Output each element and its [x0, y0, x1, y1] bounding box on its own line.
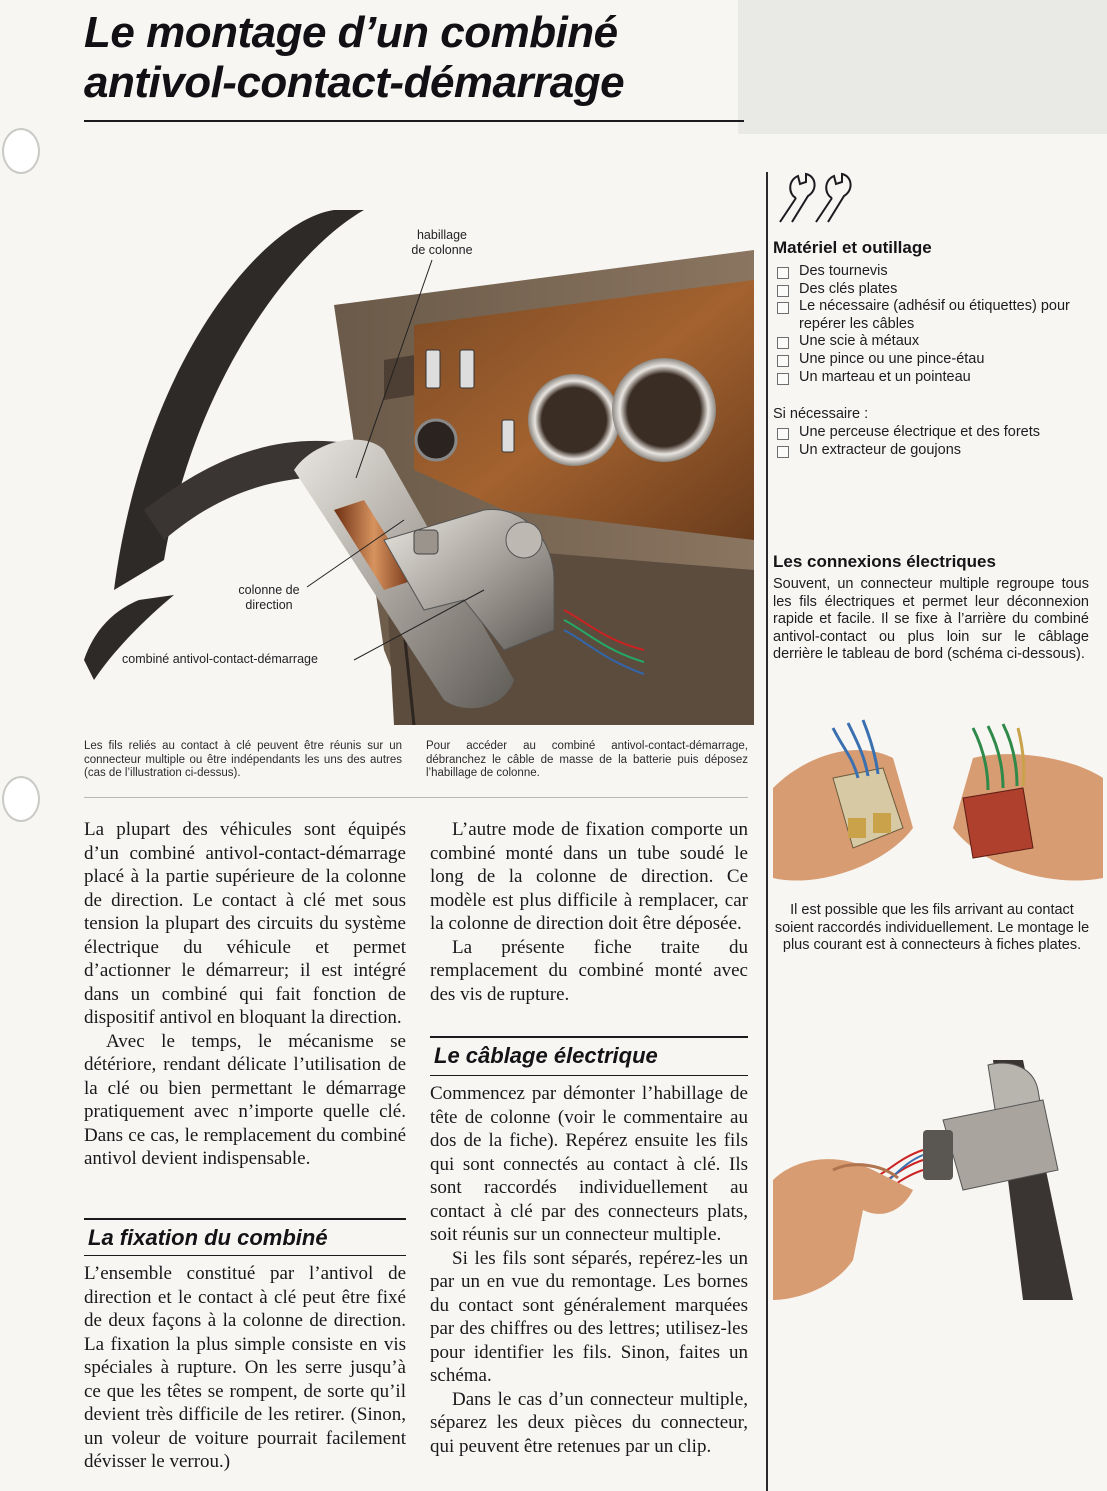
column-2-bottom [430, 1082, 748, 1458]
materiel-item-label: Des clés plates [799, 280, 898, 297]
materiel-item [773, 281, 1103, 299]
materiel-item [773, 351, 1103, 369]
materiel-item [773, 369, 1103, 387]
caption-rule [84, 797, 748, 798]
title-rule [84, 120, 744, 122]
heading-fixation: La fixation du combiné [88, 1225, 328, 1250]
connexions-heading: Les connexions électriques [773, 552, 996, 571]
col1-paragraph-2: Avec le temps, le mécanisme se détériore, rendant délicate l’utilisation de la clé ou bien permettant le démarrage pratiquement avec n’importe quelle clé. Dans ce cas, le remplacement du combiné antivol devient indispensable. [84, 1030, 406, 1169]
col2-paragraph-2: La présente fiche traite du remplacement du combiné monté avec des vis de rupture. [430, 936, 748, 1005]
materiel-item [773, 333, 1103, 351]
column-2 [430, 818, 748, 1006]
label-habillage [402, 228, 482, 258]
materiel-item-label: Un marteau et un pointeau [799, 368, 971, 385]
column-1-bottom [84, 1262, 406, 1474]
checkbox-icon [777, 355, 789, 367]
materiel-heading: Matériel et outillage [773, 238, 932, 257]
wrench-icon [770, 170, 860, 230]
heading-fixation-underline [84, 1255, 406, 1256]
optional-item-label: Un extracteur de goujons [799, 441, 962, 458]
col2-paragraph-5: Dans le cas d’un connecteur multiple, séparez les deux pièces du connecteur, qui peuvent être retenues par un clip. [430, 1388, 748, 1457]
materiel-item-label: Le nécessaire (adhésif ou étiquettes) pour repérer les câbles [799, 298, 1070, 332]
caption-left: Les fils reliés au contact à clé peuvent être réunis sur un connecteur multiple ou être indépendants les uns des autres (cas de l’illustration ci-dessus). [84, 740, 402, 779]
steering-column-illustration [84, 210, 754, 725]
hand-wiring-illustration [773, 1060, 1103, 1300]
optional-item [773, 442, 1103, 460]
optional-list [773, 424, 1103, 459]
materiel-item-label: Des tournevis [799, 263, 888, 279]
column-divider [766, 172, 768, 1491]
section-rule-fixation [84, 1218, 406, 1220]
checkbox-icon [777, 302, 789, 314]
page-title [84, 8, 744, 108]
binder-hole-bottom [2, 776, 40, 822]
label-habillage-line2: de colonne [411, 243, 473, 257]
checkbox-icon [777, 428, 789, 440]
optional-item [773, 424, 1103, 442]
optional-item-label: Une perceuse électrique et des forets [799, 424, 1040, 440]
label-combine: combiné antivol-contact-démarrage [122, 652, 318, 666]
col1-paragraph-1: La plupart des véhicules sont équipés d’un combiné antivol-contact-démarrage placé à la partie supérieure de la colonne de direction. Le contact à clé met sous tension la plupart des circuits du système électrique du véhicule et permet d’actionner le démarreur; il est intégré dans un combiné qui fait fonction de dispositif antivol en bloquant la direction. [84, 819, 406, 1028]
dashboard-drawing [84, 210, 754, 725]
binder-hole-top [2, 128, 40, 174]
col2-paragraph-4: Si les fils sont séparés, repérez-les un par un en vue du remontage. Les bornes du contact sont généralement marquées par des chiffres ou des lettres; utilisez-les pour identifier les fils. Sinon, faites un schéma. [430, 1247, 748, 1386]
section-rule-cablage [430, 1036, 748, 1038]
title-line-2: antivol-contact-démarrage [84, 58, 625, 107]
materiel-item [773, 263, 1103, 281]
col2-paragraph-1: L’autre mode de fixation comporte un combiné monté dans un tube soudé le long de la colonne de direction. Ce modèle est plus difficile à remplacer, car la colonne de direction doit être déposée. [430, 819, 748, 934]
label-habillage-line1: habillage [416, 228, 468, 242]
label-colonne-line2: direction [245, 598, 293, 612]
column-1 [84, 818, 406, 1171]
checkbox-icon [777, 446, 789, 458]
connector-illustration [773, 718, 1103, 898]
checkbox-icon [777, 285, 789, 297]
checkbox-icon [777, 373, 789, 385]
col2-paragraph-3: Commencez par démonter l’habillage de tête de colonne (voir le commentaire au dos de la fiche). Repérez ensuite les fils qui sont connectés au contact à clé. Ils sont raccordés individuellement au contact à clé par des connecteurs plats, soit réunis sur un connecteur multiple. [430, 1083, 748, 1245]
title-line-1: Le montage d’un combiné [84, 8, 618, 57]
corner-panel [738, 0, 1107, 134]
connexions-caption: Il est possible que les fils arrivant au contact soient raccordés individuellement. Le montage le plus courant est à connecteurs à fiches plates. [774, 902, 1090, 954]
checkbox-icon [777, 267, 789, 279]
materiel-item-label: Une pince ou une pince-étau [799, 350, 985, 367]
caption-right: Pour accéder au combiné antivol-contact-démarrage, débranchez le câble de masse de la batterie puis déposez l’habillage de colonne. [426, 740, 748, 779]
label-colonne [224, 583, 314, 613]
heading-cablage: Le câblage électrique [434, 1043, 658, 1068]
label-colonne-line1: colonne de [238, 583, 300, 597]
materiel-item [773, 298, 1103, 333]
optional-label: Si nécessaire : [773, 406, 869, 422]
checkbox-icon [777, 337, 789, 349]
col1-paragraph-3: L’ensemble constitué par l’antivol de direction et le contact à clé peut être fixé de deux façons à la colonne de direction. La fixation la plus simple consiste en vis spéciales à rupture. On les serre jusqu’à ce que les têtes se rompent, de sorte qu’il devient très difficile de les retirer. (Sinon, un voleur de voiture pourrait facilement dévisser le verrou.) [84, 1263, 406, 1472]
heading-cablage-underline [430, 1075, 748, 1076]
materiel-item-label: Une scie à métaux [799, 333, 920, 350]
materiel-list [773, 263, 1103, 386]
connexions-text: Souvent, un connecteur multiple regroupe tous les fils électriques et permet leur déconnexion rapide et facile. Il se fixe à l’arrière du combiné antivol-contact ou plus loin sur le câblage derrière le tableau de bord (schéma ci-dessous). [773, 576, 1089, 663]
